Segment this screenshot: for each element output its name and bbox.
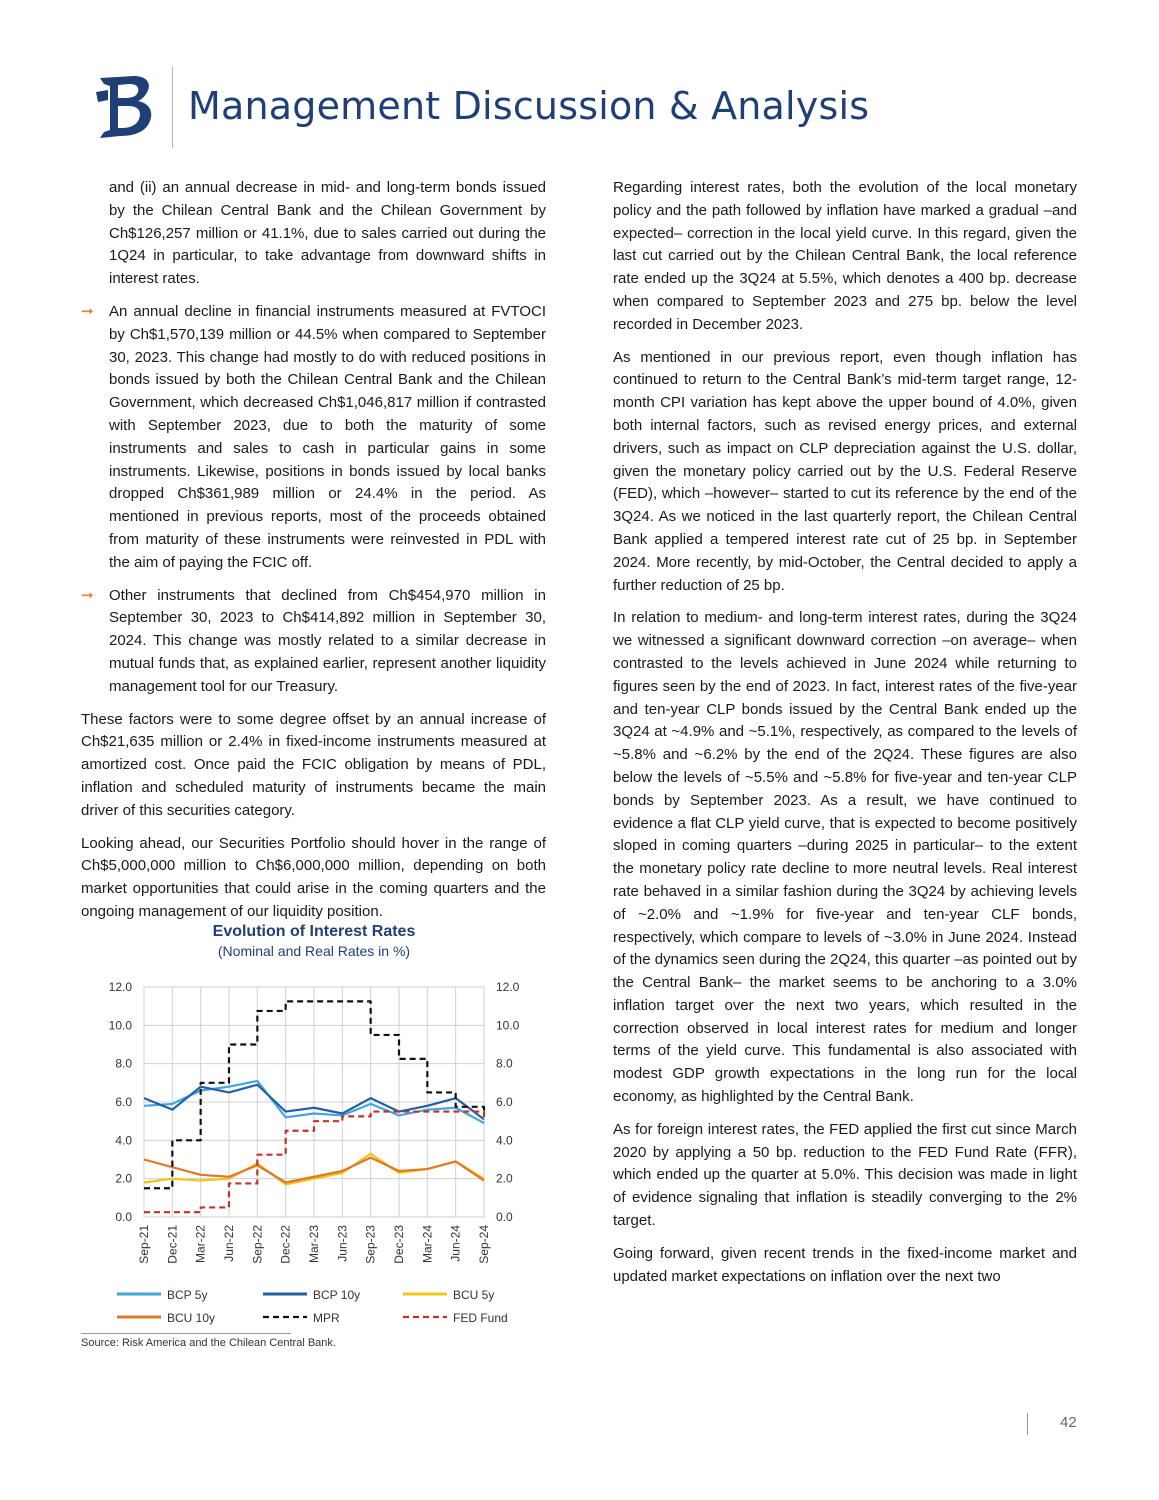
x-tick-label: Sep-22 — [250, 1225, 265, 1264]
paragraph: As mentioned in our previous report, even though inflation has continued to return to the Central Bank’s mid-term target range, 12-month CPI variation has kept above the upper bound of 4.0%, given both internal factors, such as revised energy prices, and external drivers, such as impact on CLP depreciation against the U.S. dollar, given the monetary policy carried out by the U.S. Federal Reserve (FED), which –however– started to cut its reference by the end of the 3Q24. As we noticed in the last quarterly report, the Chilean Central Bank applied a tempered interest rate cut of 25 bp. in September 2024. More recently, by mid-October, the Central decided to apply a further reduction of 25 bp. — [613, 348, 1077, 594]
y-tick-label: 4.0 — [496, 1133, 513, 1148]
x-tick-label: Jun-23 — [335, 1225, 350, 1262]
legend-label: BCP 10y — [313, 1288, 361, 1302]
legend-label: FED Fund — [453, 1311, 508, 1325]
y-tick-label: 12.0 — [496, 980, 520, 994]
x-tick-label: Dec-21 — [165, 1225, 180, 1264]
chart-subtitle: (Nominal and Real Rates in %) — [217, 943, 411, 959]
x-tick-label: Sep-21 — [137, 1225, 151, 1264]
y-tick-label: 0.0 — [496, 1210, 513, 1224]
x-tick-label: Mar-23 — [307, 1225, 321, 1264]
y-tick-label: 0.0 — [115, 1210, 132, 1224]
interest-rates-chart — [81, 915, 551, 1335]
source-divider — [81, 1333, 291, 1334]
y-tick-label: 4.0 — [115, 1133, 132, 1148]
header-divider — [172, 66, 173, 148]
legend-label: BCP 5y — [167, 1288, 208, 1302]
y-tick-label: 6.0 — [115, 1095, 132, 1109]
y-tick-label: 10.0 — [108, 1018, 132, 1033]
x-tick-label: Jun-24 — [448, 1225, 463, 1262]
y-tick-label: 8.0 — [496, 1056, 513, 1071]
list-item — [81, 301, 546, 575]
page-number: 42 — [1060, 1414, 1077, 1431]
chart-legend — [117, 1288, 508, 1325]
y-tick-label: 8.0 — [115, 1056, 132, 1071]
x-tick-label: Mar-24 — [420, 1225, 435, 1264]
left-column — [81, 177, 546, 934]
x-tick-label: Dec-22 — [278, 1225, 293, 1264]
page-number-divider — [1027, 1413, 1028, 1435]
y-tick-label: 10.0 — [496, 1018, 520, 1033]
bullet-text: Other instruments that declined from Ch$454,970 million in September 30, 2023 to Ch$414,892 million in September 30, 2024. This change was mostly related to a similar decrease in mutual funds that, as explained earlier, represent another liquidity management tool for our Treasury. — [109, 586, 546, 695]
paragraph: Regarding interest rates, both the evolution of the local monetary policy and the path followed by inflation have marked a gradual –and expected– correction in the local yield curve. In this regard, given the last cut carried out by the Chilean Central Bank, the local reference rate ended up the 3Q24 at 5.5%, which denotes a 400 bp. decrease when compared to September 2023 and 275 bp. below the level recorded in December 2023. — [613, 179, 1077, 333]
paragraph: Going forward, given recent trends in the fixed-income market and updated market expectations on inflation over the next two — [613, 1244, 1077, 1285]
source-note: Source: Risk America and the Chilean Central Bank. — [81, 1337, 336, 1349]
legend-label: BCU 10y — [167, 1311, 216, 1325]
arrow-right-icon: ➞ — [81, 586, 94, 604]
x-tick-label: Dec-23 — [392, 1225, 406, 1264]
paragraph-continuation: and (ii) an annual decrease in mid- and long-term bonds issued by the Chilean Central Bank and the Chilean Government by Ch$126,257 million or 41.1%, due to sales carried out during the 1Q24 in particular, to take advantage from downward shifts in interest rates. — [109, 179, 546, 288]
chart-svg — [81, 915, 551, 1335]
y-tick-label: 12.0 — [108, 980, 132, 994]
y-tick-label: 6.0 — [496, 1095, 513, 1109]
bank-logo — [94, 72, 156, 142]
chart-title: Evolution of Interest Rates — [212, 923, 416, 940]
y-tick-label: 2.0 — [496, 1171, 513, 1186]
right-column — [613, 177, 1077, 1298]
list-item — [81, 585, 546, 699]
y-tick-label: 2.0 — [115, 1171, 132, 1186]
legend-label: MPR — [313, 1311, 340, 1325]
paragraph-offset: These factors were to some degree offset by an annual increase of Ch$21,635 million or 2.4% in fixed-income instruments measured at amortized cost. Once paid the FCIC obligation by means of PDL, inflation and scheduled maturity of instruments became the main driver of this securities category. — [81, 710, 546, 819]
paragraph: In relation to medium- and long-term interest rates, during the 3Q24 we witnessed a significant downward correction –on average– when contrasted to the levels achieved in June 2024 while returning to figures seen by the end of 2023. In fact, interest rates of the five-year and ten-year CLP bonds issued by the Central Bank ended up the 3Q24 at ~4.9% and ~5.1%, respectively, as compared to the levels of ~5.8% and ~6.2% by the end of the 2Q24. These figures are also below the levels of ~5.5% and ~5.8% for five-year and ten-year CLP bonds by September 2023. As a result, we have continued to evidence a flat CLP yield curve, that is expected to become positively sloped in coming quarters –during 2025 in particular– to the extent the monetary policy rate decline to more neutral levels. Real interest rate behaved in a similar fashion during the 3Q24 by achieving levels of ~2.0% and ~1.9% for five-year and ten-year CLF bonds, respectively, which compare to levels of ~3.0% in June 2024. Instead of the dynamics seen during the 2Q24, this quarter –as pointed out by the Central Bank– the market seems to be anchoring to a 3.0% inflation target over the next two years, which resulted in the correction observed in local interest rates for medium and longer terms of the yield curve. This fundamental is also associated with modest GDP growth expectations in the long run for the local economy, as highlighted by the Central Bank. — [613, 609, 1077, 1106]
chart-grid — [144, 987, 484, 1217]
y-axis-left — [109, 980, 133, 1224]
paragraph: As for foreign interest rates, the FED applied the first cut since March 2020 by applying a 50 bp. reduction to the FED Fund Rate (FFR), which ended up the quarter at 5.0%. This decision was made in light of evidence signaling that inflation is steadily converging to the 2% target. — [613, 1120, 1077, 1230]
x-tick-label: Mar-22 — [193, 1225, 208, 1264]
legend-label: BCU 5y — [453, 1288, 495, 1302]
paragraph-looking-ahead: Looking ahead, our Securities Portfolio should hover in the range of Ch$5,000,000 million to Ch$6,000,000 million, depending on both market opportunities that could arise in the coming quarters and the ongoing management of our liquidity position. — [81, 834, 546, 920]
arrow-right-icon: ➞ — [81, 302, 94, 320]
x-tick-label: Sep-23 — [363, 1225, 378, 1264]
bullet-text: An annual decline in financial instruments measured at FVTOCI by Ch$1,570,139 million or 44.5% when compared to September 30, 2023. This change had mostly to do with reduced positions in bonds issued by both the Chilean Central Bank and the Chilean Government, which decreased Ch$1,046,817 million if contrasted with September 2023, due to both the maturity of some instruments and sales to cash in particular gains in some instruments. Likewise, positions in bonds issued by local banks dropped Ch$361,989 million or 24.4% in the period. As mentioned in previous reports, most of the proceeds obtained from maturity of these instruments were reinvested in PDL with the aim of paying the FCIC off. — [109, 302, 546, 571]
x-tick-label: Sep-24 — [477, 1225, 491, 1264]
page-title: Management Discussion & Analysis — [188, 84, 870, 128]
y-axis-right — [496, 980, 520, 1224]
x-tick-label: Jun-22 — [222, 1225, 236, 1262]
x-axis — [137, 1225, 491, 1264]
